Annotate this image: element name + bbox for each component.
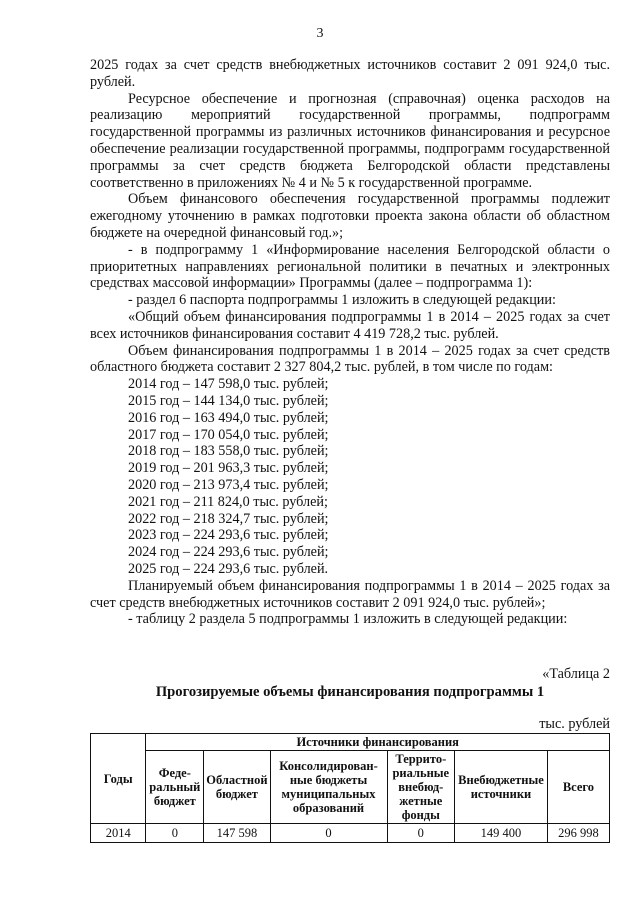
year-funding-item: 2024 год – 224 293,6 тыс. рублей; <box>128 544 329 561</box>
cell-year: 2014 <box>91 824 146 843</box>
cell-offbudget: 149 400 <box>455 824 548 843</box>
paragraph: Ресурсное обеспечение и прогнозная (справочная) оценка расходов на реализацию мероприятий государственной программы, подпрограмм государственной программы из различных источников финансирования и ресурсное обеспечение реализации государственной программы, подпрограмм государственной программы за счет средств бюджета Белгородской области представлены соответственно в приложениях № 4 и № 5 к государственной программе. <box>90 90 610 191</box>
table-header-row <box>91 734 610 751</box>
header-years: Годы <box>91 734 146 824</box>
table-label: «Таблица 2 <box>542 666 610 682</box>
year-funding-item: 2016 год – 163 494,0 тыс. рублей; <box>128 409 329 426</box>
cell-federal: 0 <box>146 824 204 843</box>
header-total: Всего <box>547 751 609 824</box>
year-funding-item: 2017 год – 170 054,0 тыс. рублей; <box>128 426 329 443</box>
paragraph: «Общий объем финансирования подпрограммы 1 в 2014 – 2025 годах за счет всех источников финансирования составит 4 419 728,2 тыс. рублей. <box>90 308 610 342</box>
header-regional: Областной бюджет <box>204 751 270 824</box>
header-offbudget: Внебюджетные источники <box>455 751 548 824</box>
units-label: тыс. рублей <box>539 716 610 732</box>
paragraph: - раздел 6 паспорта подпрограммы 1 изложить в следующей редакции: <box>128 292 556 309</box>
cell-total: 296 998 <box>547 824 609 843</box>
year-funding-item: 2018 год – 183 558,0 тыс. рублей; <box>128 443 329 460</box>
funding-table <box>90 733 610 843</box>
paragraph: - в подпрограмму 1 «Информирование населения Белгородской области о приоритетных направлениях региональной политики в печатных и электронных средствах массовой информации» Программы (далее – подпрограмма 1): <box>90 241 610 292</box>
document-body <box>90 57 610 628</box>
paragraph: - таблицу 2 раздела 5 подпрограммы 1 изложить в следующей редакции: <box>128 611 568 628</box>
cell-regional: 147 598 <box>204 824 270 843</box>
year-funding-item: 2020 год – 213 973,4 тыс. рублей; <box>128 476 329 493</box>
paragraph: Объем финансирования подпрограммы 1 в 2014 – 2025 годах за счет средств областного бюджета составит 2 327 804,2 тыс. рублей, в том числе по годам: <box>90 342 610 376</box>
paragraph: Планируемый объем финансирования подпрограммы 1 в 2014 – 2025 годах за счет средств внебюджетных источников составит 2 091 924,0 тыс. рублей»; <box>90 577 610 611</box>
year-funding-item: 2015 год – 144 134,0 тыс. рублей; <box>128 392 329 409</box>
table-header-row <box>91 751 610 824</box>
paragraph: 2025 годах за счет средств внебюджетных источников составит 2 091 924,0 тыс. рублей. <box>90 57 610 90</box>
header-territorial: Террито-риальные внебюд-жетные фонды <box>387 751 455 824</box>
yearly-funding-list <box>90 376 610 578</box>
header-municipal: Консолидирован-ные бюджеты муниципальных образований <box>270 751 387 824</box>
header-federal: Феде-ральный бюджет <box>146 751 204 824</box>
cell-territorial: 0 <box>387 824 455 843</box>
cell-municipal: 0 <box>270 824 387 843</box>
year-funding-item: 2023 год – 224 293,6 тыс. рублей; <box>128 527 329 544</box>
year-funding-item: 2019 год – 201 963,3 тыс. рублей; <box>128 460 329 477</box>
year-funding-item: 2021 год – 211 824,0 тыс. рублей; <box>128 493 328 510</box>
table-title: Прогозируемые объемы финансирования подпрограммы 1 <box>155 684 545 700</box>
table-row <box>91 824 610 843</box>
year-funding-item: 2014 год – 147 598,0 тыс. рублей; <box>128 376 329 393</box>
paragraph: Объем финансового обеспечения государственной программы подлежит ежегодному уточнению в рамках подготовки проекта закона области об областном бюджете на очередной финансовый год.»; <box>90 191 610 241</box>
year-funding-item: 2025 год – 224 293,6 тыс. рублей. <box>128 560 329 577</box>
page-number: 3 <box>316 26 324 41</box>
header-sources-group: Источники финансирования <box>146 734 610 751</box>
year-funding-item: 2022 год – 218 324,7 тыс. рублей; <box>128 510 329 527</box>
